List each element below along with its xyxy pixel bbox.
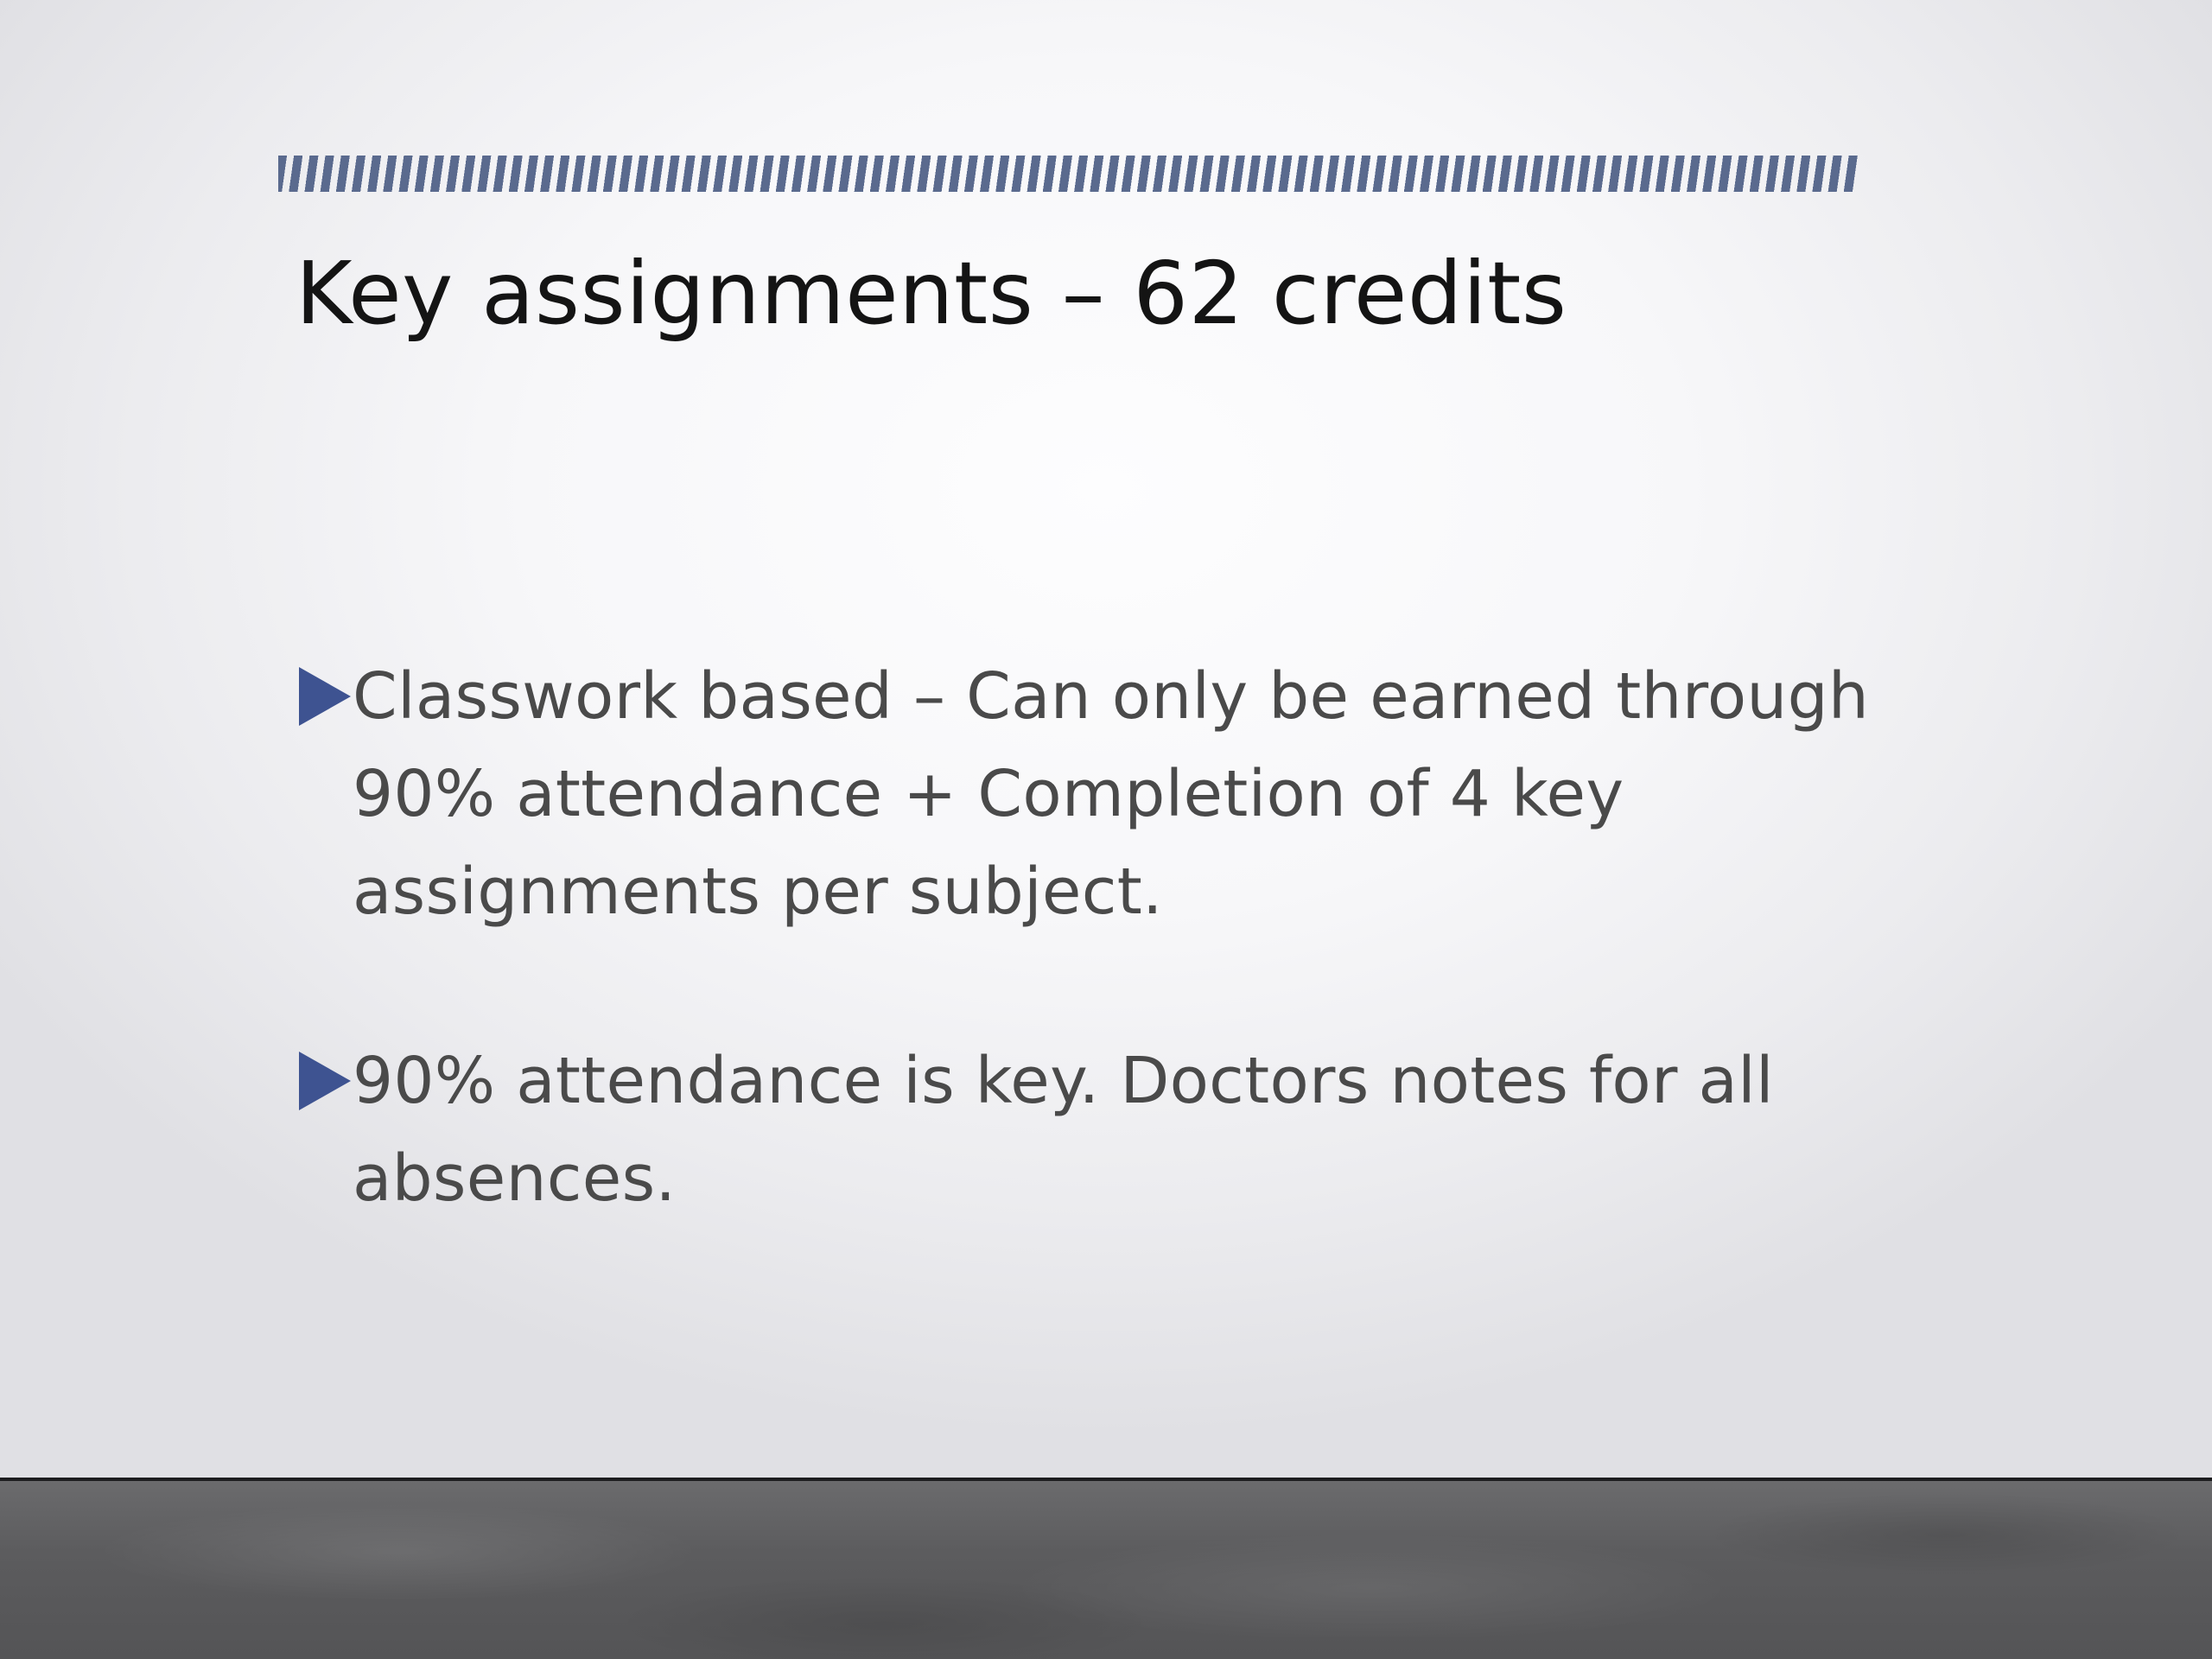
triangle-bullet-icon: [299, 667, 351, 726]
triangle-bullet-icon: [299, 1052, 351, 1110]
bullet-item-attendance: [299, 1033, 1880, 1228]
concrete-floor: [0, 1481, 2212, 1659]
bullet-text: Classwork based – Can only be earned through 90% attendance + Completion of 4 key assignments per subject.: [353, 659, 1870, 929]
bullet-text: 90% attendance is key. Doctors notes for all absences.: [353, 1044, 1774, 1216]
hatched-accent-bar: [278, 156, 1859, 192]
bullet-list: [299, 648, 1880, 1228]
slide-title: Key assignments – 62 credits: [296, 243, 1567, 344]
bullet-item-classwork: [299, 648, 1880, 941]
